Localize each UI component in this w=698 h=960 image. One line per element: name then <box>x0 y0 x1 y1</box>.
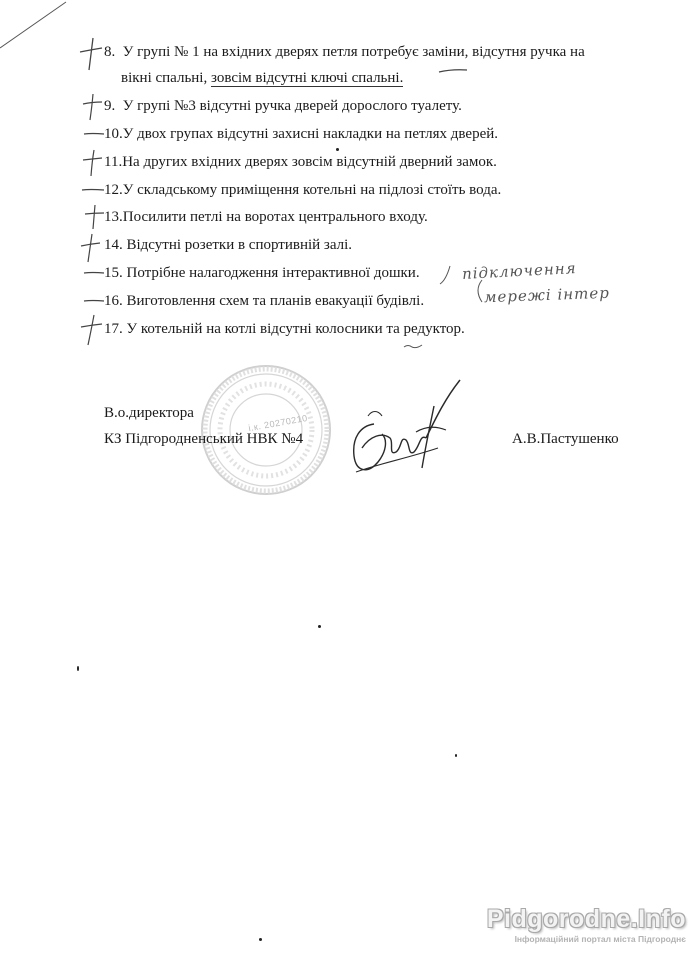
handwritten-note-line2: мережі інтер <box>483 283 611 307</box>
list-item-14 <box>104 234 352 256</box>
list-item-9 <box>104 95 462 117</box>
item-text: У складському приміщення котельні на підлозі стоїть вода. <box>122 182 502 198</box>
item-number: 9. <box>104 98 116 114</box>
list-item-15 <box>104 262 420 284</box>
item-text: Потрібне налагодження інтерактивної дошки. <box>122 265 420 281</box>
watermark-title: Pidgorodne.Info <box>486 905 686 933</box>
item-text: У двох групах відсутні захисні накладки на петлях дверей. <box>122 126 499 142</box>
handwritten-note-line1: підключення <box>461 259 577 283</box>
organization-name: КЗ Підгородненський НВК №4 <box>104 431 304 447</box>
ink-scribble <box>402 341 426 351</box>
plus-mark-9 <box>80 92 108 122</box>
plus-mark-14 <box>78 232 106 264</box>
item-text: Виготовлення схем та планів евакуації будівлі. <box>122 293 425 309</box>
list-item-13 <box>104 206 428 228</box>
item-number: 14. <box>104 237 123 253</box>
item-number: 15. <box>104 265 123 281</box>
item-number: 8. <box>104 44 116 60</box>
item-text: У групі № 1 на вхідних дверях петля потребує заміни, відсутня ручка на <box>122 44 585 60</box>
list-item-8 <box>104 41 585 63</box>
plus-mark-17 <box>78 313 108 347</box>
director-name: А.В.Пастушенко <box>512 431 619 447</box>
ink-dot <box>336 148 339 151</box>
plus-mark-8 <box>76 36 106 72</box>
list-item-8-continuation <box>121 67 403 89</box>
minus-mark-15 <box>82 267 106 279</box>
item-text: У котельній на котлі відсутні колосники та редуктор. <box>122 321 465 337</box>
item-number: 13. <box>104 209 123 225</box>
item-text: Посилити петлі на воротах центрального входу. <box>122 209 428 225</box>
list-item-11 <box>104 151 497 173</box>
scan-speck <box>77 666 79 671</box>
item-number: 17. <box>104 321 123 337</box>
minus-mark-16 <box>82 295 106 307</box>
stamp-code: і.к. 20270210 <box>247 412 309 434</box>
scan-speck <box>455 754 457 757</box>
minus-mark-10 <box>82 128 106 140</box>
item-text: У групі №3 відсутні ручка дверей дорослого туалету. <box>122 98 462 114</box>
list-item-16 <box>104 290 424 312</box>
item-number: 10. <box>104 126 123 142</box>
item-number: 12. <box>104 182 123 198</box>
item-text: На других вхідних дверях зовсім відсутній дверний замок. <box>122 154 497 170</box>
scan-edge-line <box>0 0 80 60</box>
minus-mark-12 <box>80 184 106 196</box>
note-bracket <box>436 262 460 288</box>
director-position: В.о.директора <box>104 405 194 421</box>
scan-speck <box>318 625 321 628</box>
scan-speck <box>259 938 262 941</box>
item-number: 11. <box>104 154 123 170</box>
list-item-12 <box>104 179 501 201</box>
list-item-17 <box>104 318 465 340</box>
handwritten-signature <box>338 376 468 486</box>
site-watermark <box>487 905 686 945</box>
list-item-10 <box>104 123 498 145</box>
underlined-text: зовсім відсутні ключі спальні. <box>210 70 404 86</box>
plus-mark-11 <box>80 148 108 178</box>
plus-mark-13 <box>82 203 108 231</box>
item-text: Відсутні розетки в спортивній залі. <box>122 237 353 253</box>
watermark-subtitle: Інформаційний портал міста Підгороднє <box>514 934 686 944</box>
item-number: 16. <box>104 293 123 309</box>
item-text-continued: вікні спальні, <box>121 70 211 86</box>
hand-dash <box>436 64 470 78</box>
